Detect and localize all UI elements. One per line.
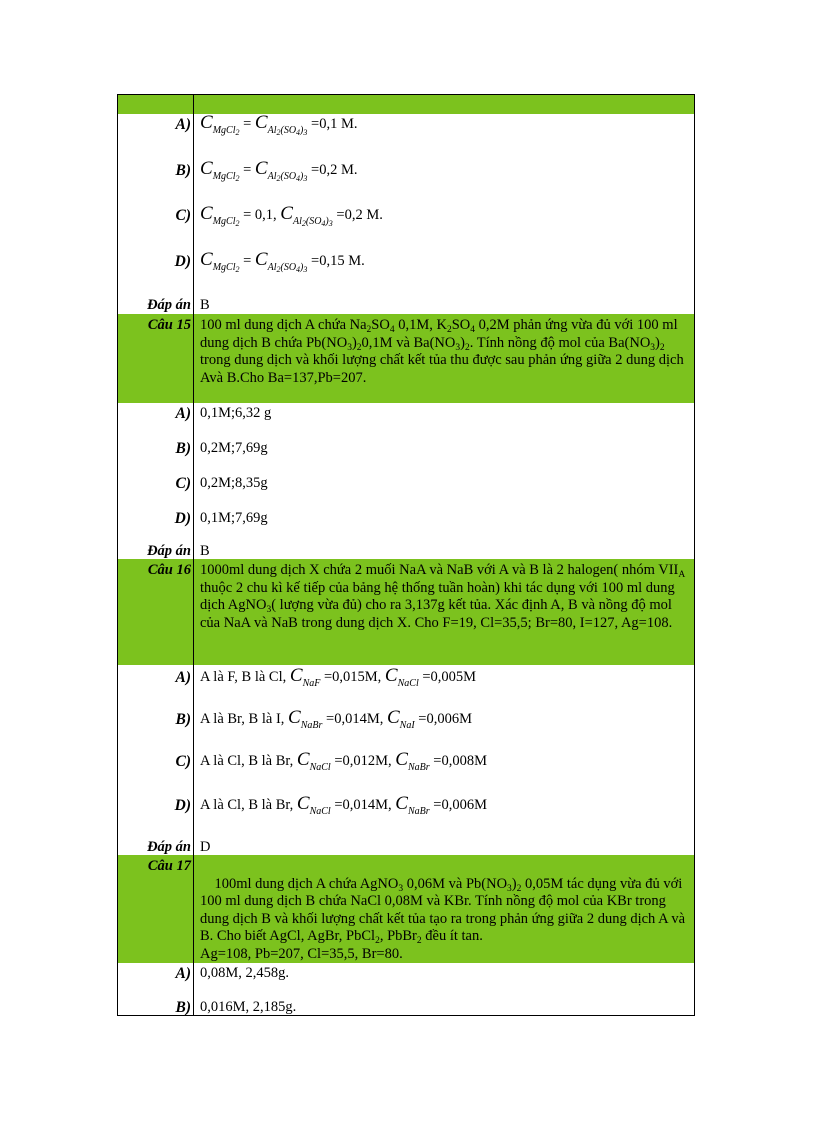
q14-answer-label: Đáp án: [147, 297, 191, 313]
q14-option-c-label: C): [175, 207, 191, 224]
q14-option-a-label: A): [175, 116, 191, 133]
q16-option-c-label: C): [175, 753, 191, 770]
q17-option-b-label: B): [175, 999, 191, 1016]
q15-answer-label: Đáp án: [147, 543, 191, 559]
q17-option-a-label: A): [175, 965, 191, 982]
q16-option-d-text: A là Cl, B là Br, $C_{NaCl} =0,014M$, $C_{NaBr} =0,006M$: [200, 793, 487, 817]
q16-option-b-label: B): [175, 711, 191, 728]
q15-question: 100 ml dung dịch A chứa $Na_2SO_4$ 0,1M, $K_2SO_4$ 0,2M phản ứng vừa đủ với 100 ml dung dịch B chứa $Pb(NO_3)_20,1M$ và $Ba(NO_3)_2$. Tính nồng độ mol của $Ba(NO_3)_2$ trong dung dịch và khối lượng chất kết tủa thu được sau phản ứng giữa 2 dung dịch Avà B.Cho Ba=137,Pb=207.: [200, 317, 684, 386]
q15-option-d-label: D): [174, 510, 191, 527]
q16-answer-value: D: [200, 839, 211, 855]
q16-option-a-text: A là F, B là Cl, $C_{NaF} =0,015M$, $C_{NaCl} =0,005M$: [200, 665, 477, 689]
q14-option-a-text: $C_{MgCl_2} = C_{Al_2(SO_4)_3} =0,1$ M.: [200, 112, 358, 137]
q16-option-d-label: D): [174, 797, 191, 814]
q15-label: Câu 15: [147, 317, 191, 333]
q17-question: 100ml dung dịch A chứa AgNO$_3$ 0,06M và $Pb(NO_3)_2$ 0,05M tác dụng vừa đủ với 100 ml dung dịch B chứa NaCl 0,08M và KBr. Tính nồng độ mol của KBr trong dung dịch B và khối lượng chất kết tủa tạo ra trong phản ứng giữa 2 dung dịch A và B. Cho biết AgCl, AgBr, PbCl$_2$, PbBr$_2$ đều ít tan. Ag=108, Pb=207, Cl=35,5, Br=80.: [200, 875, 689, 962]
q16-option-c-text: A là Cl, B là Br, $C_{NaCl} =0,012M$, $C_{NaBr} =0,008M$: [200, 749, 487, 773]
q14-option-d-text: $C_{MgCl_2} = C_{Al_2(SO_4)_3} =0,15$ M.: [200, 249, 365, 274]
q14-option-d-label: D): [174, 253, 191, 270]
q15-option-a-text: 0,1M;6,32 g: [200, 405, 272, 421]
q15-option-b-text: 0,2M;7,69g: [200, 440, 268, 456]
q15-option-a-label: A): [175, 405, 191, 422]
q17-option-a-text: 0,08M, 2,458g.: [200, 965, 290, 981]
column-divider: [193, 95, 194, 1016]
q16-answer-label: Đáp án: [147, 839, 191, 855]
q15-option-d-text: 0,1M;7,69g: [200, 510, 268, 526]
q15-option-c-text: 0,2M;8,35g: [200, 475, 268, 491]
exam-sheet: [117, 94, 695, 1016]
q15-answer-value: B: [200, 543, 210, 559]
q16-question: 1000ml dung dịch X chứa 2 muối NaA và NaB với A và B là 2 halogen( nhóm $VII_A$ thuộc 2 chu kì kế tiếp của bảng hệ thống tuần hoàn) khi tác dụng với 100 ml dung dịch AgNO$_3$( lượng vừa đủ) cho ra 3,137g kết tủa. Xác định A, B và nồng độ mol của NaA và NaB trong dung dịch X. Cho F=19, Cl=35,5; Br=80, I=127, Ag=108.: [200, 562, 686, 631]
q16-label: Câu 16: [147, 562, 191, 578]
q17-option-b-text: 0,016M, 2,185g.: [200, 999, 297, 1015]
q14-option-c-text: $C_{MgCl_2} = 0,1$, $C_{Al_2(SO_4)_3} =0,2$ M.: [200, 203, 383, 228]
q15-option-c-label: C): [175, 475, 191, 492]
q15-option-b-label: B): [175, 440, 191, 457]
q14-answer-value: B: [200, 297, 210, 313]
q16-option-a-label: A): [175, 669, 191, 686]
q17-label: Câu 17: [147, 858, 191, 874]
q14-option-b-label: B): [175, 162, 191, 179]
q16-option-b-text: A là Br, B là I, $C_{NaBr} =0,014M$, $C_{NaI} =0,006M$: [200, 707, 472, 731]
q14-option-b-text: $C_{MgCl_2} = C_{Al_2(SO_4)_3} =0,2$ M.: [200, 158, 358, 183]
